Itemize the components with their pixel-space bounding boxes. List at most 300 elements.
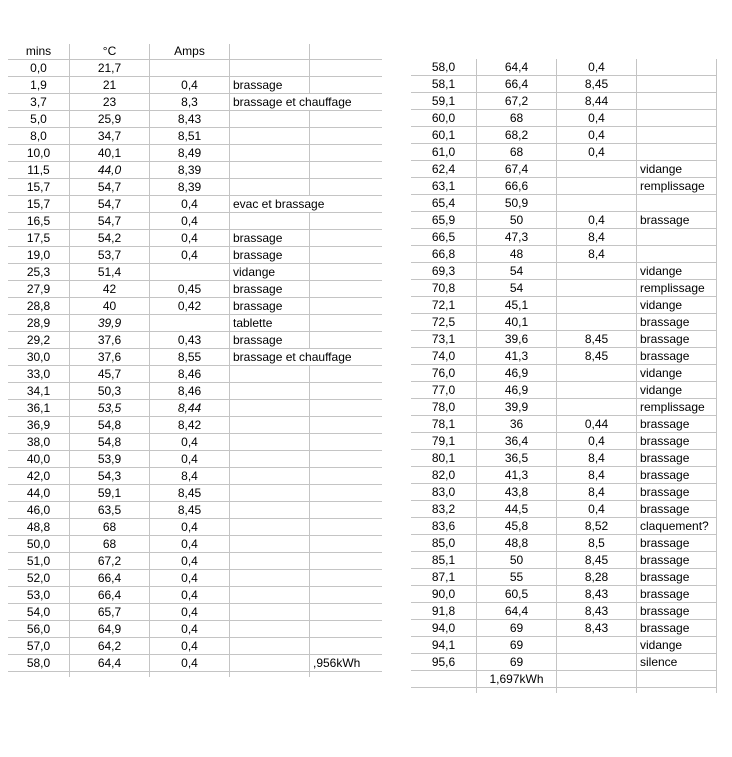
mins-cell[interactable]: 72,1 <box>411 297 477 313</box>
temperature-cell[interactable]: 64,4 <box>477 59 557 75</box>
mins-cell[interactable]: 27,9 <box>8 281 70 297</box>
mins-cell[interactable]: 83,6 <box>411 518 477 534</box>
amps-cell[interactable]: 8,4 <box>557 467 637 483</box>
note-cell[interactable]: tablette <box>230 315 310 331</box>
amps-cell[interactable] <box>557 297 637 313</box>
note-cell[interactable] <box>637 93 717 109</box>
mins-cell[interactable]: 36,1 <box>8 400 70 416</box>
amps-cell[interactable]: 0,4 <box>150 536 230 552</box>
extra-cell[interactable] <box>310 264 382 280</box>
note-cell[interactable] <box>230 570 310 586</box>
note-cell[interactable] <box>230 179 310 195</box>
mins-cell[interactable]: 61,0 <box>411 144 477 160</box>
temperature-cell[interactable]: 45,1 <box>477 297 557 313</box>
note-cell[interactable] <box>637 110 717 126</box>
mins-cell[interactable]: 76,0 <box>411 365 477 381</box>
extra-cell[interactable] <box>310 434 382 450</box>
temperature-cell[interactable]: 68,2 <box>477 127 557 143</box>
temperature-cell[interactable]: 67,4 <box>477 161 557 177</box>
mins-cell[interactable]: 36,9 <box>8 417 70 433</box>
amps-cell[interactable]: 8,51 <box>150 128 230 144</box>
mins-cell[interactable]: 11,5 <box>8 162 70 178</box>
extra-cell[interactable] <box>310 400 382 416</box>
note-cell[interactable]: brassage <box>637 603 717 619</box>
amps-cell[interactable] <box>557 671 637 687</box>
amps-cell[interactable]: 0,4 <box>150 519 230 535</box>
extra-cell[interactable] <box>310 179 382 195</box>
amps-cell[interactable]: 0,4 <box>150 213 230 229</box>
amps-cell[interactable]: 8,3 <box>150 94 230 110</box>
note-cell[interactable]: vidange <box>637 297 717 313</box>
note-cell[interactable]: brassage <box>230 298 310 314</box>
mins-cell[interactable]: 87,1 <box>411 569 477 585</box>
temperature-cell[interactable]: 66,4 <box>477 76 557 92</box>
amps-cell[interactable] <box>150 315 230 331</box>
temperature-cell[interactable]: 39,9 <box>477 399 557 415</box>
amps-cell[interactable]: 8,45 <box>150 485 230 501</box>
amps-cell[interactable]: 8,42 <box>150 417 230 433</box>
extra-cell[interactable] <box>310 332 382 348</box>
note-cell[interactable]: brassage <box>230 247 310 263</box>
note-cell[interactable]: vidange <box>637 382 717 398</box>
mins-cell[interactable]: 82,0 <box>411 467 477 483</box>
amps-cell[interactable]: 8,4 <box>557 229 637 245</box>
temperature-cell[interactable]: 53,5 <box>70 400 150 416</box>
amps-cell[interactable]: 0,4 <box>150 451 230 467</box>
mins-cell[interactable]: 50,0 <box>8 536 70 552</box>
amps-cell[interactable]: 8,4 <box>557 484 637 500</box>
mins-cell[interactable]: 5,0 <box>8 111 70 127</box>
mins-cell[interactable]: 77,0 <box>411 382 477 398</box>
mins-cell[interactable]: 53,0 <box>8 587 70 603</box>
temperature-cell[interactable]: 46,9 <box>477 382 557 398</box>
amps-cell[interactable] <box>150 264 230 280</box>
amps-cell[interactable]: 8,43 <box>557 586 637 602</box>
note-cell[interactable]: vidange <box>230 264 310 280</box>
amps-cell[interactable]: 8,46 <box>150 366 230 382</box>
temperature-cell[interactable]: 45,7 <box>70 366 150 382</box>
amps-cell[interactable]: 8,45 <box>557 76 637 92</box>
extra-cell[interactable] <box>310 417 382 433</box>
mins-cell[interactable]: 65,9 <box>411 212 477 228</box>
extra-cell[interactable] <box>310 298 382 314</box>
mins-cell[interactable]: 80,1 <box>411 450 477 466</box>
temperature-cell[interactable]: 66,4 <box>70 587 150 603</box>
note-cell[interactable]: claquement? <box>637 518 717 534</box>
amps-cell[interactable]: 0,4 <box>150 621 230 637</box>
mins-cell[interactable]: 85,1 <box>411 552 477 568</box>
header-temperature-cell[interactable]: °C <box>70 44 150 59</box>
note-cell[interactable]: brassage <box>637 501 717 517</box>
note-cell[interactable]: brassage <box>637 620 717 636</box>
note-cell[interactable]: remplissage <box>637 178 717 194</box>
note-cell[interactable]: brassage <box>637 552 717 568</box>
mins-cell[interactable]: 51,0 <box>8 553 70 569</box>
note-cell[interactable]: brassage <box>637 433 717 449</box>
amps-cell[interactable]: 8,45 <box>150 502 230 518</box>
temperature-cell[interactable]: 68 <box>477 110 557 126</box>
mins-cell[interactable]: 46,0 <box>8 502 70 518</box>
temperature-cell[interactable]: 45,8 <box>477 518 557 534</box>
temperature-cell[interactable]: 48,8 <box>477 535 557 551</box>
extra-cell[interactable] <box>310 281 382 297</box>
amps-cell[interactable] <box>557 382 637 398</box>
amps-cell[interactable]: 8,5 <box>557 535 637 551</box>
temperature-cell[interactable]: 39,9 <box>70 315 150 331</box>
extra-cell[interactable] <box>310 519 382 535</box>
amps-cell[interactable]: 8,52 <box>557 518 637 534</box>
temperature-cell[interactable]: 54,8 <box>70 434 150 450</box>
amps-cell[interactable]: 0,4 <box>557 59 637 75</box>
temperature-cell[interactable]: 64,4 <box>477 603 557 619</box>
mins-cell[interactable]: 10,0 <box>8 145 70 161</box>
amps-cell[interactable]: 8,4 <box>150 468 230 484</box>
note-cell[interactable] <box>637 144 717 160</box>
temperature-cell[interactable]: 54 <box>477 263 557 279</box>
temperature-cell[interactable]: 66,4 <box>70 570 150 586</box>
amps-cell[interactable] <box>150 60 230 76</box>
extra-cell[interactable] <box>310 77 382 93</box>
temperature-cell[interactable]: 25,9 <box>70 111 150 127</box>
mins-cell[interactable]: 25,3 <box>8 264 70 280</box>
amps-cell[interactable]: 0,4 <box>150 638 230 654</box>
temperature-cell[interactable]: 64,2 <box>70 638 150 654</box>
amps-cell[interactable]: 0,4 <box>150 230 230 246</box>
note-cell[interactable]: remplissage <box>637 280 717 296</box>
amps-cell[interactable]: 0,4 <box>150 570 230 586</box>
extra-cell[interactable] <box>310 536 382 552</box>
amps-cell[interactable] <box>557 637 637 653</box>
mins-cell[interactable]: 69,3 <box>411 263 477 279</box>
mins-cell[interactable]: 28,9 <box>8 315 70 331</box>
temperature-cell[interactable]: 34,7 <box>70 128 150 144</box>
temperature-cell[interactable]: 54,3 <box>70 468 150 484</box>
amps-cell[interactable]: 0,4 <box>150 434 230 450</box>
amps-cell[interactable]: 0,4 <box>557 433 637 449</box>
note-cell[interactable]: brassage <box>637 467 717 483</box>
extra-cell[interactable] <box>310 604 382 620</box>
mins-cell[interactable]: 83,2 <box>411 501 477 517</box>
extra-cell[interactable] <box>310 145 382 161</box>
temperature-cell[interactable]: 54,8 <box>70 417 150 433</box>
temperature-cell[interactable]: 42 <box>70 281 150 297</box>
note-cell[interactable] <box>230 111 310 127</box>
note-cell[interactable]: brassage et chauffage <box>233 350 352 364</box>
header-mins-cell[interactable]: mins <box>8 44 70 59</box>
temperature-cell[interactable]: 40 <box>70 298 150 314</box>
amps-cell[interactable] <box>557 195 637 211</box>
note-cell[interactable]: brassage <box>637 212 717 228</box>
temperature-cell[interactable]: 55 <box>477 569 557 585</box>
mins-cell[interactable]: 78,1 <box>411 416 477 432</box>
temperature-cell[interactable]: 67,2 <box>477 93 557 109</box>
temperature-cell[interactable]: 54,7 <box>70 196 150 212</box>
header-amps-cell[interactable]: Amps <box>150 44 230 59</box>
temperature-cell[interactable]: 66,6 <box>477 178 557 194</box>
amps-cell[interactable]: 8,45 <box>557 348 637 364</box>
mins-cell[interactable]: 58,0 <box>8 655 70 671</box>
temperature-cell[interactable]: 40,1 <box>477 314 557 330</box>
extra-cell[interactable] <box>310 213 382 229</box>
note-cell[interactable]: remplissage <box>637 399 717 415</box>
temperature-cell[interactable]: 64,9 <box>70 621 150 637</box>
mins-cell[interactable]: 29,2 <box>8 332 70 348</box>
amps-cell[interactable]: 8,44 <box>150 400 230 416</box>
note-cell[interactable] <box>230 145 310 161</box>
header-extra-cell[interactable] <box>310 44 382 59</box>
mins-cell[interactable]: 59,1 <box>411 93 477 109</box>
note-cell[interactable]: brassage <box>637 586 717 602</box>
mins-cell[interactable]: 60,0 <box>411 110 477 126</box>
note-cell[interactable] <box>230 536 310 552</box>
mins-cell[interactable]: 48,8 <box>8 519 70 535</box>
amps-cell[interactable]: 0,4 <box>150 587 230 603</box>
mins-cell[interactable]: 1,9 <box>8 77 70 93</box>
temperature-cell[interactable]: 21,7 <box>70 60 150 76</box>
amps-cell[interactable]: 8,4 <box>557 246 637 262</box>
amps-cell[interactable]: 8,45 <box>557 552 637 568</box>
mins-cell[interactable]: 66,8 <box>411 246 477 262</box>
temperature-cell[interactable]: 21 <box>70 77 150 93</box>
note-cell[interactable]: brassage <box>637 535 717 551</box>
note-cell[interactable]: vidange <box>637 263 717 279</box>
amps-cell[interactable]: 8,49 <box>150 145 230 161</box>
mins-cell[interactable]: 83,0 <box>411 484 477 500</box>
amps-cell[interactable]: 0,4 <box>150 655 230 671</box>
temperature-cell[interactable]: 69 <box>477 637 557 653</box>
amps-cell[interactable]: 0,4 <box>557 212 637 228</box>
temperature-cell[interactable]: 48 <box>477 246 557 262</box>
note-cell[interactable]: brassage <box>637 348 717 364</box>
amps-cell[interactable]: 8,39 <box>150 162 230 178</box>
mins-cell[interactable]: 0,0 <box>8 60 70 76</box>
mins-cell[interactable]: 42,0 <box>8 468 70 484</box>
mins-cell[interactable]: 72,5 <box>411 314 477 330</box>
mins-cell[interactable]: 70,8 <box>411 280 477 296</box>
mins-cell[interactable]: 19,0 <box>8 247 70 263</box>
temperature-cell[interactable]: 37,6 <box>70 332 150 348</box>
note-cell[interactable] <box>230 60 310 76</box>
temperature-cell[interactable]: 46,9 <box>477 365 557 381</box>
note-cell[interactable] <box>230 128 310 144</box>
note-cell[interactable] <box>230 485 310 501</box>
temperature-cell[interactable]: 51,4 <box>70 264 150 280</box>
note-cell[interactable] <box>230 417 310 433</box>
temperature-cell[interactable]: 67,2 <box>70 553 150 569</box>
mins-cell[interactable]: 33,0 <box>8 366 70 382</box>
amps-cell[interactable]: 8,45 <box>557 331 637 347</box>
temperature-cell[interactable]: 68 <box>477 144 557 160</box>
temperature-cell[interactable]: 54,7 <box>70 179 150 195</box>
mins-cell[interactable]: 17,5 <box>8 230 70 246</box>
amps-cell[interactable]: 0,45 <box>150 281 230 297</box>
note-cell[interactable]: brassage <box>637 484 717 500</box>
mins-cell[interactable]: 44,0 <box>8 485 70 501</box>
note-cell[interactable] <box>637 671 717 687</box>
amps-cell[interactable]: 0,4 <box>150 553 230 569</box>
note-cell[interactable] <box>230 400 310 416</box>
amps-cell[interactable]: 8,46 <box>150 383 230 399</box>
mins-cell[interactable]: 40,0 <box>8 451 70 467</box>
temperature-cell[interactable]: 53,9 <box>70 451 150 467</box>
extra-cell[interactable] <box>310 196 382 212</box>
note-cell[interactable]: vidange <box>637 637 717 653</box>
note-cell[interactable]: evac et brassage <box>233 197 325 211</box>
extra-cell[interactable] <box>310 587 382 603</box>
amps-cell[interactable]: 0,4 <box>150 77 230 93</box>
amps-cell[interactable]: 8,28 <box>557 569 637 585</box>
extra-cell[interactable] <box>310 451 382 467</box>
extra-cell[interactable] <box>310 621 382 637</box>
temperature-cell[interactable]: 65,7 <box>70 604 150 620</box>
note-cell[interactable] <box>637 59 717 75</box>
note-cell[interactable]: vidange <box>637 161 717 177</box>
extra-cell[interactable] <box>310 570 382 586</box>
note-cell[interactable]: silence <box>637 654 717 670</box>
note-cell[interactable]: brassage <box>230 230 310 246</box>
temperature-cell[interactable]: 68 <box>70 536 150 552</box>
temperature-cell[interactable]: 1,697kWh <box>477 671 557 687</box>
extra-cell[interactable] <box>310 162 382 178</box>
note-cell[interactable]: brassage <box>637 569 717 585</box>
mins-cell[interactable]: 52,0 <box>8 570 70 586</box>
note-cell[interactable] <box>230 553 310 569</box>
temperature-cell[interactable]: 40,1 <box>70 145 150 161</box>
mins-cell[interactable]: 8,0 <box>8 128 70 144</box>
note-cell[interactable]: brassage <box>230 77 310 93</box>
mins-cell[interactable]: 65,4 <box>411 195 477 211</box>
amps-cell[interactable] <box>557 365 637 381</box>
extra-cell[interactable] <box>310 468 382 484</box>
amps-cell[interactable] <box>557 161 637 177</box>
note-cell[interactable]: vidange <box>637 365 717 381</box>
mins-cell[interactable]: 54,0 <box>8 604 70 620</box>
extra-cell[interactable]: ,956kWh <box>313 656 361 670</box>
temperature-cell[interactable]: 41,3 <box>477 348 557 364</box>
temperature-cell[interactable]: 44,5 <box>477 501 557 517</box>
note-cell[interactable] <box>230 162 310 178</box>
amps-cell[interactable]: 8,44 <box>557 93 637 109</box>
mins-cell[interactable]: 3,7 <box>8 94 70 110</box>
note-cell[interactable] <box>637 246 717 262</box>
amps-cell[interactable]: 0,43 <box>150 332 230 348</box>
temperature-cell[interactable]: 50 <box>477 212 557 228</box>
note-cell[interactable] <box>230 383 310 399</box>
amps-cell[interactable]: 8,43 <box>557 620 637 636</box>
mins-cell[interactable]: 85,0 <box>411 535 477 551</box>
note-cell[interactable] <box>637 195 717 211</box>
temperature-cell[interactable]: 59,1 <box>70 485 150 501</box>
temperature-cell[interactable]: 54,7 <box>70 213 150 229</box>
note-cell[interactable]: brassage <box>230 332 310 348</box>
temperature-cell[interactable]: 37,6 <box>70 349 150 365</box>
mins-cell[interactable]: 79,1 <box>411 433 477 449</box>
note-cell[interactable] <box>230 434 310 450</box>
temperature-cell[interactable]: 68 <box>70 519 150 535</box>
amps-cell[interactable]: 0,4 <box>150 604 230 620</box>
amps-cell[interactable]: 8,55 <box>150 349 230 365</box>
mins-cell[interactable]: 66,5 <box>411 229 477 245</box>
mins-cell[interactable]: 15,7 <box>8 179 70 195</box>
mins-cell[interactable]: 94,1 <box>411 637 477 653</box>
amps-cell[interactable]: 8,43 <box>557 603 637 619</box>
extra-cell[interactable] <box>310 60 382 76</box>
extra-cell[interactable] <box>310 638 382 654</box>
temperature-cell[interactable]: 50,3 <box>70 383 150 399</box>
amps-cell[interactable]: 0,42 <box>150 298 230 314</box>
amps-cell[interactable]: 0,4 <box>150 196 230 212</box>
mins-cell[interactable]: 28,8 <box>8 298 70 314</box>
note-cell[interactable] <box>230 213 310 229</box>
note-cell[interactable]: brassage <box>637 331 717 347</box>
temperature-cell[interactable]: 54 <box>477 280 557 296</box>
temperature-cell[interactable]: 43,8 <box>477 484 557 500</box>
extra-cell[interactable] <box>310 383 382 399</box>
note-cell[interactable] <box>230 451 310 467</box>
header-note-cell[interactable] <box>230 44 310 59</box>
note-cell[interactable]: brassage <box>230 281 310 297</box>
note-cell[interactable] <box>230 621 310 637</box>
mins-cell[interactable]: 57,0 <box>8 638 70 654</box>
amps-cell[interactable]: 0,4 <box>557 127 637 143</box>
temperature-cell[interactable]: 36 <box>477 416 557 432</box>
extra-cell[interactable] <box>310 315 382 331</box>
note-cell[interactable]: brassage et chauffage <box>233 95 352 109</box>
extra-cell[interactable] <box>310 94 382 110</box>
mins-cell[interactable]: 73,1 <box>411 331 477 347</box>
mins-cell[interactable]: 38,0 <box>8 434 70 450</box>
amps-cell[interactable] <box>557 263 637 279</box>
note-cell[interactable] <box>230 519 310 535</box>
note-cell[interactable]: brassage <box>637 314 717 330</box>
amps-cell[interactable]: 0,44 <box>557 416 637 432</box>
mins-cell[interactable]: 58,1 <box>411 76 477 92</box>
note-cell[interactable]: brassage <box>637 416 717 432</box>
temperature-cell[interactable]: 64,4 <box>70 655 150 671</box>
amps-cell[interactable] <box>557 178 637 194</box>
amps-cell[interactable]: 8,4 <box>557 450 637 466</box>
mins-cell[interactable] <box>411 671 477 687</box>
note-cell[interactable] <box>230 638 310 654</box>
amps-cell[interactable] <box>557 314 637 330</box>
mins-cell[interactable]: 95,6 <box>411 654 477 670</box>
note-cell[interactable] <box>637 229 717 245</box>
note-cell[interactable] <box>230 366 310 382</box>
note-cell[interactable]: brassage <box>637 450 717 466</box>
temperature-cell[interactable]: 23 <box>70 94 150 110</box>
amps-cell[interactable]: 0,4 <box>557 144 637 160</box>
extra-cell[interactable] <box>310 128 382 144</box>
extra-cell[interactable] <box>310 553 382 569</box>
temperature-cell[interactable]: 50 <box>477 552 557 568</box>
temperature-cell[interactable]: 69 <box>477 654 557 670</box>
note-cell[interactable] <box>637 127 717 143</box>
mins-cell[interactable]: 62,4 <box>411 161 477 177</box>
extra-cell[interactable] <box>310 502 382 518</box>
extra-cell[interactable] <box>310 366 382 382</box>
mins-cell[interactable]: 63,1 <box>411 178 477 194</box>
mins-cell[interactable]: 78,0 <box>411 399 477 415</box>
temperature-cell[interactable]: 39,6 <box>477 331 557 347</box>
extra-cell[interactable] <box>310 485 382 501</box>
temperature-cell[interactable]: 44,0 <box>70 162 150 178</box>
amps-cell[interactable]: 0,4 <box>557 501 637 517</box>
mins-cell[interactable]: 34,1 <box>8 383 70 399</box>
amps-cell[interactable] <box>557 654 637 670</box>
amps-cell[interactable] <box>557 399 637 415</box>
note-cell[interactable] <box>230 655 310 671</box>
note-cell[interactable] <box>230 604 310 620</box>
